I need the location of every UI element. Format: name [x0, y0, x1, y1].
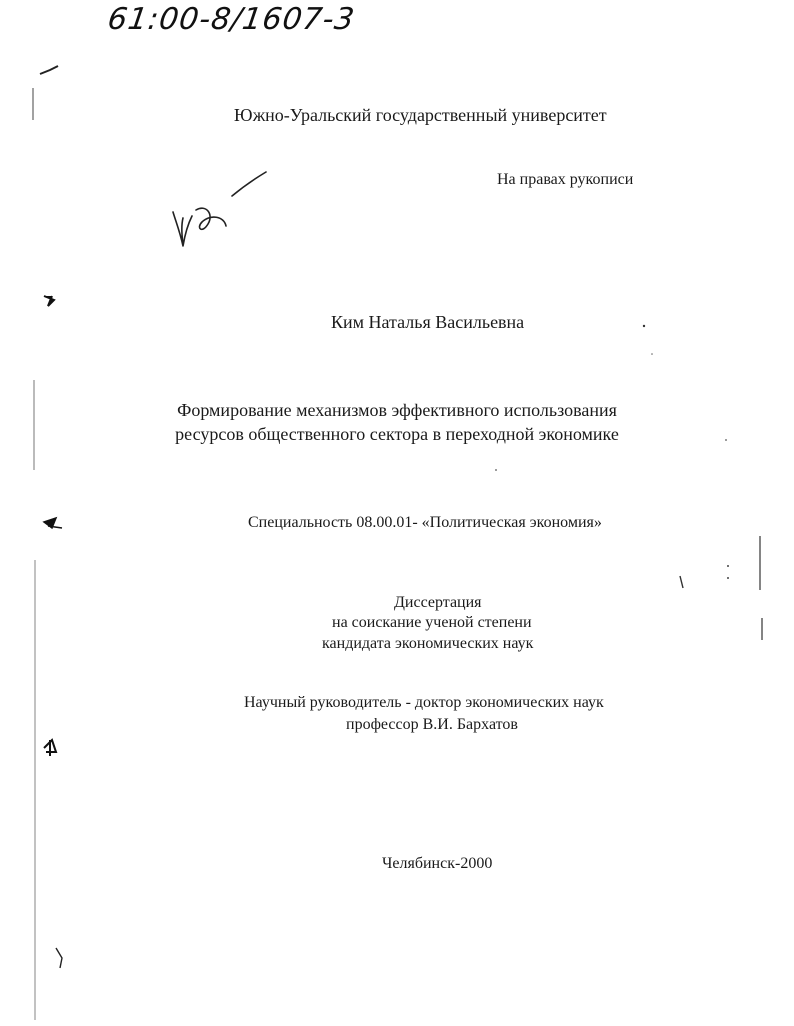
margin-mark: [40, 66, 58, 74]
scan-speck: [727, 577, 729, 579]
margin-mark: [44, 518, 62, 528]
margin-mark: [56, 948, 62, 968]
manuscript-note: На правах рукописи: [497, 171, 634, 188]
thesis-title-line-1: Формирование механизмов эффективного использования: [177, 400, 617, 420]
city-year: Челябинск-2000: [382, 855, 493, 872]
degree-line-1: Диссертация: [394, 594, 482, 611]
scan-speck: [651, 353, 653, 355]
scan-speck: [727, 565, 729, 567]
scan-speck: [643, 325, 645, 327]
author-name: Ким Наталья Васильевна: [331, 312, 525, 332]
handwritten-archive-number: 61:00-8/1607-3: [105, 2, 358, 37]
margin-mark: [44, 296, 54, 306]
supervisor-line-1: Научный руководитель - доктор экономических наук: [244, 694, 604, 711]
scan-speck: [725, 439, 727, 441]
degree-line-3: кандидата экономических наук: [322, 635, 534, 652]
specialty: Специальность 08.00.01- «Политическая экономия»: [248, 514, 602, 531]
margin-mark: [680, 576, 683, 588]
degree-line-2: на соискание ученой степени: [332, 614, 532, 631]
university-name: Южно-Уральский государственный университет: [234, 105, 607, 125]
margin-mark: [44, 740, 56, 756]
scan-speck: [495, 469, 497, 471]
handwritten-signature: [173, 172, 266, 246]
supervisor-line-2: профессор В.И. Бархатов: [346, 716, 518, 733]
thesis-title-line-2: ресурсов общественного сектора в переходной экономике: [175, 424, 619, 444]
